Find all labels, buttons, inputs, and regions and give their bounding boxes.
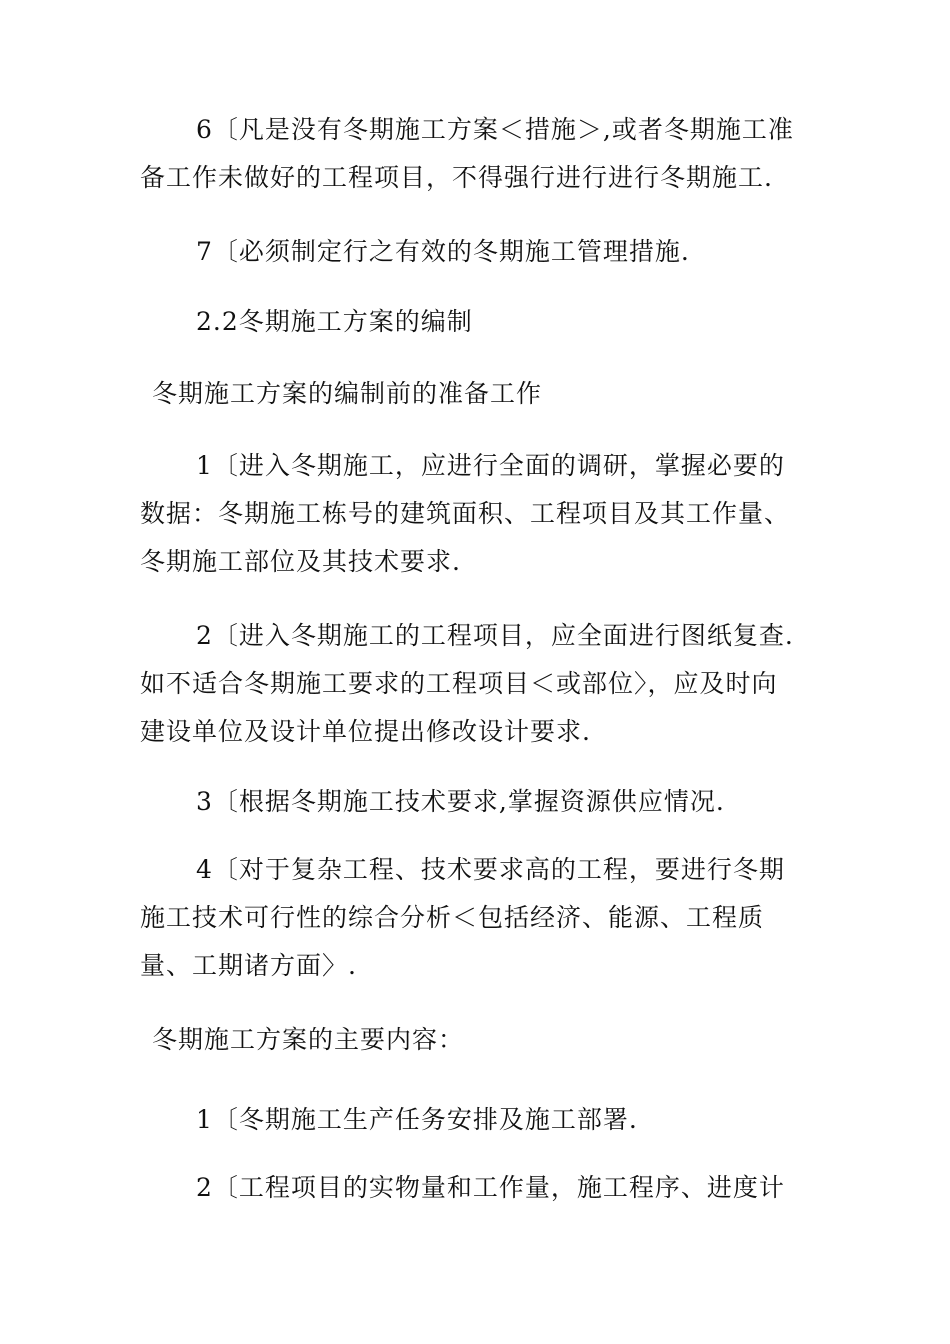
text-line: 备工作未做好的工程项目，不得强行进行进行冬期施工. [140, 163, 773, 192]
subsection-heading-content [140, 1016, 830, 1064]
text-line: 2〔工程项目的实物量和工作量，施工程序、进度计 [196, 1173, 785, 1202]
text-line: 4〔对于复杂工程、技术要求高的工程，要进行冬期 [196, 855, 785, 884]
section-heading-2-2 [140, 298, 830, 346]
text-line: 2.2冬期施工方案的编制 [196, 307, 473, 336]
paragraph-prep-4 [140, 846, 830, 990]
text-line: 7〔必须制定行之有效的冬期施工管理措施. [196, 237, 690, 266]
text-line: 数据：冬期施工栋号的建筑面积、工程项目及其工作量、 [140, 499, 791, 528]
text-line: 冬期施工部位及其技术要求. [140, 547, 461, 576]
text-line: 冬期施工方案的主要内容： [152, 1025, 465, 1054]
subsection-heading-preparation [140, 370, 830, 418]
paragraph-item-6 [140, 106, 830, 202]
paragraph-prep-3 [140, 778, 830, 826]
paragraph-content-1 [140, 1096, 830, 1144]
text-line: 如不适合冬期施工要求的工程项目＜或部位〉，应及时向 [140, 669, 778, 698]
paragraph-content-2 [140, 1164, 830, 1212]
paragraph-prep-2 [140, 612, 830, 756]
text-line: 6〔凡是没有冬期施工方案＜措施＞,或者冬期施工准 [196, 115, 794, 144]
paragraph-prep-1 [140, 442, 830, 586]
text-line: 1〔进入冬期施工，应进行全面的调研，掌握必要的 [196, 451, 785, 480]
text-line: 2〔进入冬期施工的工程项目，应全面进行图纸复查. [196, 621, 794, 650]
text-line: 量、工期诸方面〉. [140, 951, 357, 980]
text-line: 施工技术可行性的综合分析＜包括经济、能源、工程质 [140, 903, 765, 932]
text-line: 冬期施工方案的编制前的准备工作 [152, 379, 543, 408]
text-line: 3〔根据冬期施工技术要求,掌握资源供应情况. [196, 787, 725, 816]
text-line: 建设单位及设计单位提出修改设计要求. [140, 717, 591, 746]
text-line: 1〔冬期施工生产任务安排及施工部署. [196, 1105, 638, 1134]
paragraph-item-7 [140, 228, 830, 276]
